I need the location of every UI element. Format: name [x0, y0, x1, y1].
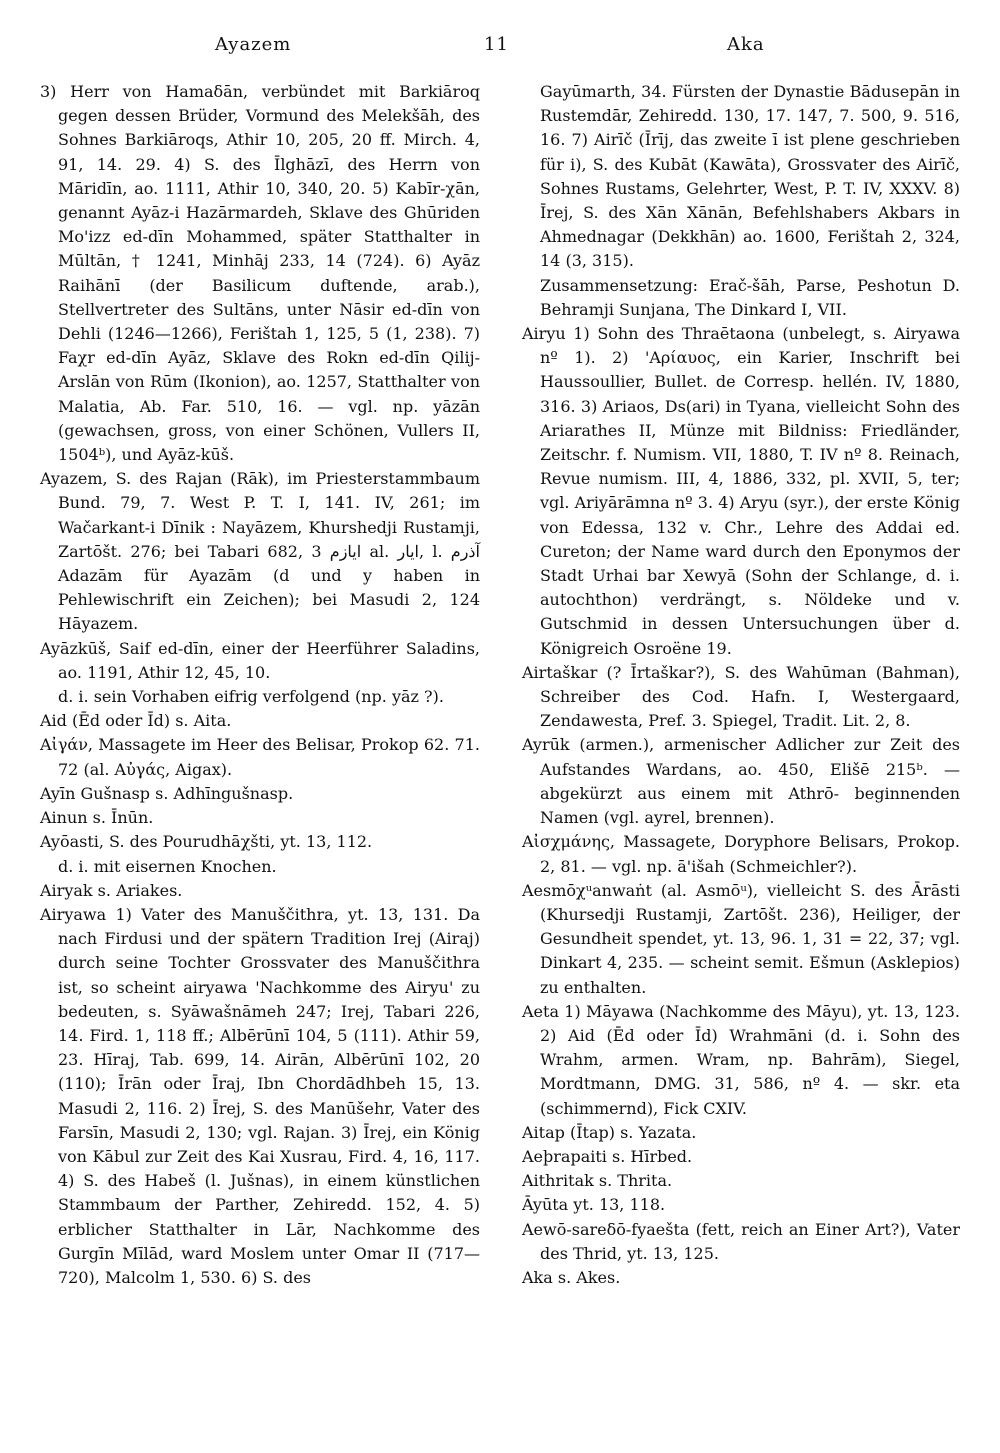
dictionary-entry: Āyūta yt. 13, 118.	[522, 1195, 666, 1215]
right-column	[522, 80, 960, 1290]
dictionary-entry: Αἰγάν, Massagete im Heer des Belisar, Prokop 62. 71. 72 (al. Αὐγάς, Aigax).	[40, 735, 480, 779]
dictionary-entry: d. i. mit eisernen Knochen.	[58, 856, 277, 876]
dictionary-entry: Αἰσχμάνης, Massagete, Doryphore Belisars, Prokop. 2, 81. — vgl. np. ā'išah (Schmeichler?).	[522, 832, 960, 876]
dictionary-entry: Aewō-sareδō-fyaešta (fett, reich an Einer Art?), Vater des Thrid, yt. 13, 125.	[522, 1219, 960, 1263]
dictionary-entry: Zusammensetzung: Erač-šāh, Parse, Peshotun D. Behramji Sunjana, The Dinkard I, VII.	[540, 275, 960, 319]
dictionary-entry: Aid (Ēd oder Īd) s. Aita.	[40, 711, 232, 731]
dictionary-entry: Gayūmarth, 34. Fürsten der Dynastie Bādusepān in Rustemdār, Zehiredd. 130, 17. 147, 7. 500, 9. 516, 16. 7) Airīč (Īrīj, das zweite ī ist plene geschrieben für i), S. des Kubāt (Kawāta), Grossvater des Airīč, Sohnes Rustams, Gelehrter, West, P. T. IV, XXXV. 8) Īrej, S. des Xān Xānān, Befehlshabers Akbars in Ahmednagar (Dekkhān) ao. 1600, Ferištah 2, 324, 14 (3, 315).	[540, 82, 960, 271]
header-left-headword: Ayazem	[215, 34, 292, 55]
dictionary-entry: Aka s. Akes.	[522, 1267, 621, 1287]
dictionary-entry: Ayazem, S. des Rajan (Rāk), im Priesterstammbaum Bund. 79, 7. West P. T. I, 141. IV, 261; im Wačarkant-i Dīnik : Nayāzem, Khurshedji Rustamji, Zartōšt. 276; bei Tabari 682, 3 ايازم al. ايار, l. آذرم Adazām für Ayazām (d und y haben in Pehlewischrift ein Zeichen); bei Masudi 2, 124 Hāyazem.	[40, 469, 480, 634]
dictionary-entry: Ayrūk (armen.), armenischer Adlicher zur Zeit des Aufstandes Wardans, ao. 450, Elišē 215ᵇ. — abgekürzt aus einem mit Athrō- beginnenden Namen (vgl. ayrel, brennen).	[522, 735, 960, 828]
dictionary-entry: Ainun s. Īnūn.	[40, 808, 154, 828]
dictionary-entry: Aithritak s. Thrita.	[522, 1171, 673, 1191]
dictionary-entry: Airyu 1) Sohn des Thraētaona (unbelegt, s. Airyawa nº 1). 2) 'Αρίαυος, ein Karier, Inschrift bei Haussoullier, Bullet. de Corresp. hellén. IV, 1880, 316. 3) Ariaos, Ds(ari) in Tyana, vielleicht Sohn des Ariarathes II, Münze mit Bildniss: Friedländer, Zeitschr. f. Numism. VII, 1880, T. IV nº 8. Reinach, Revue numism. III, 4, 1886, 332, pl. XVII, 5, ter; vgl. Ariyārāmna nº 3. 4) Aryu (syr.), der erste König von Edessa, 132 v. Chr., Lehre des Addai ed. Cureton; der Name ward durch den Eponymos der Stadt Urhai bar Xewyā (Sohn der Schlange, d. i. autochthon) verdrängt, s. Nöldeke und v. Gutschmid in dessen Untersuchungen über d. Königreich Osroëne 19.	[522, 324, 960, 658]
dictionary-entry: Aeta 1) Māyawa (Nachkomme des Māyu), yt. 13, 123. 2) Aid (Ēd oder Īd) Wrahmāni (d. i. Sohn des Wrahm, armen. Wram, np. Bahrām), Siegel, Mordtmann, DMG. 31, 586, nº 4. — skr. eta (schimmernd), Fick CXIV.	[522, 1001, 960, 1118]
dictionary-entry: d. i. sein Vorhaben eifrig verfolgend (np. yāz ?).	[58, 687, 444, 707]
left-column	[40, 80, 480, 1290]
dictionary-entry: 3) Herr von Hamaδān, verbündet mit Barkiāroq gegen dessen Brüder, Vormund des Melekšāh, des Sohnes Barkiāroqs, Athir 10, 205, 20 ff. Mirch. 4, 91, 14. 29. 4) S. des Īlghāzī, des Herrn von Māridīn, ao. 1111, Athir 10, 340, 20. 5) Kabīr-χān, genannt Ayāz-i Hazārmardeh, Sklave des Ghūriden Mo'izz ed-dīn Mohammed, später Statthalter in Mūltān, † 1241, Minhāj 233, 14 (724). 6) Ayāz Raihānī (der Basilicum duftende, arab.), Stellvertreter des Sultāns, unter Nāsir ed-dīn von Dehli (1246—1266), Ferištah 1, 125, 5 (1, 238). 7) Faχr ed-dīn Ayāz, Sklave des Rokn ed-dīn Qilij-Arslān von Rūm (Ikonion), ao. 1257, Statthalter von Malatia, Ab. Far. 510, 16. — vgl. np. yāzān (gewachsen, gross, von einer Schönen, Vullers II, 1504ᵇ), und Ayāz-kūš.	[40, 82, 480, 465]
dictionary-entry: Aitap (Ītap) s. Yazata.	[522, 1122, 697, 1142]
dictionary-entry: Aeþrapaiti s. Hīrbed.	[522, 1146, 693, 1166]
header-right-headword: Aka	[727, 34, 765, 55]
dictionary-entry: Ayōasti, S. des Pourudhāχšti, yt. 13, 112.	[40, 832, 373, 852]
dictionary-entry: Aesmōχᵘanwaṅt (al. Asmōᵘ), vielleicht S. des Ārāsti (Khursedji Rustamji, Zartōšt. 236), Heiliger, der Gesundheit spendet, yt. 13, 96. 1, 31 = 22, 37; vgl. Dinkart 4, 235. — scheint semit. Ešmun (Asklepios) zu enthalten.	[522, 880, 960, 997]
dictionary-entry: Airyawa 1) Vater des Manuščithra, yt. 13, 131. Da nach Firdusi und der spätern Tradition Irej (Airaj) durch seine Tochter Grossvater des Manuščithra ist, so scheint airyawa 'Nachkomme des Airyu' zu bedeuten, s. Syāwašnāmeh 247; Irej, Tabari 226, 14. Fird. 1, 118 ff.; Albērūnī 104, 5 (111). Athir 59, 23. Hīraj, Tab. 699, 14. Airān, Albērūnī 102, 20 (110); Īrān oder Īraj, Ibn Chordādhbeh 15, 13. Masudi 2, 116. 2) Īrej, S. des Manūšehr, Vater des Farsīn, Masudi 2, 130; vgl. Rajan. 3) Īrej, ein König von Kābul zur Zeit des Kai Xusrau, Fird. 4, 16, 117. 4) S. des Habeš (l. Jušnas), in einem künstlichen Stammbaum der Parther, Zehiredd. 152, 4. 5) erblicher Statthalter in Lār, Nachkomme des Gurgīn Mīlād, ward Moslem unter Omar II (717—720), Malcolm 1, 530. 6) S. des	[40, 904, 480, 1287]
dictionary-entry: Ayāzkūš, Saif ed-dīn, einer der Heerführer Saladins, ao. 1191, Athir 12, 45, 10.	[40, 638, 480, 682]
dictionary-entry: Airyak s. Ariakes.	[40, 880, 183, 900]
dictionary-entry: Ayīn Gušnasp s. Adhīngušnasp.	[40, 783, 294, 803]
page-header	[0, 34, 1000, 62]
dictionary-entry: Airtaškar (? Īrtaškar?), S. des Wahūman (Bahman), Schreiber des Cod. Hafn. I, Westergaard, Zendawesta, Pref. 3. Spiegel, Tradit. Lit. 2, 8.	[522, 662, 960, 731]
page-number: 11	[484, 34, 509, 55]
